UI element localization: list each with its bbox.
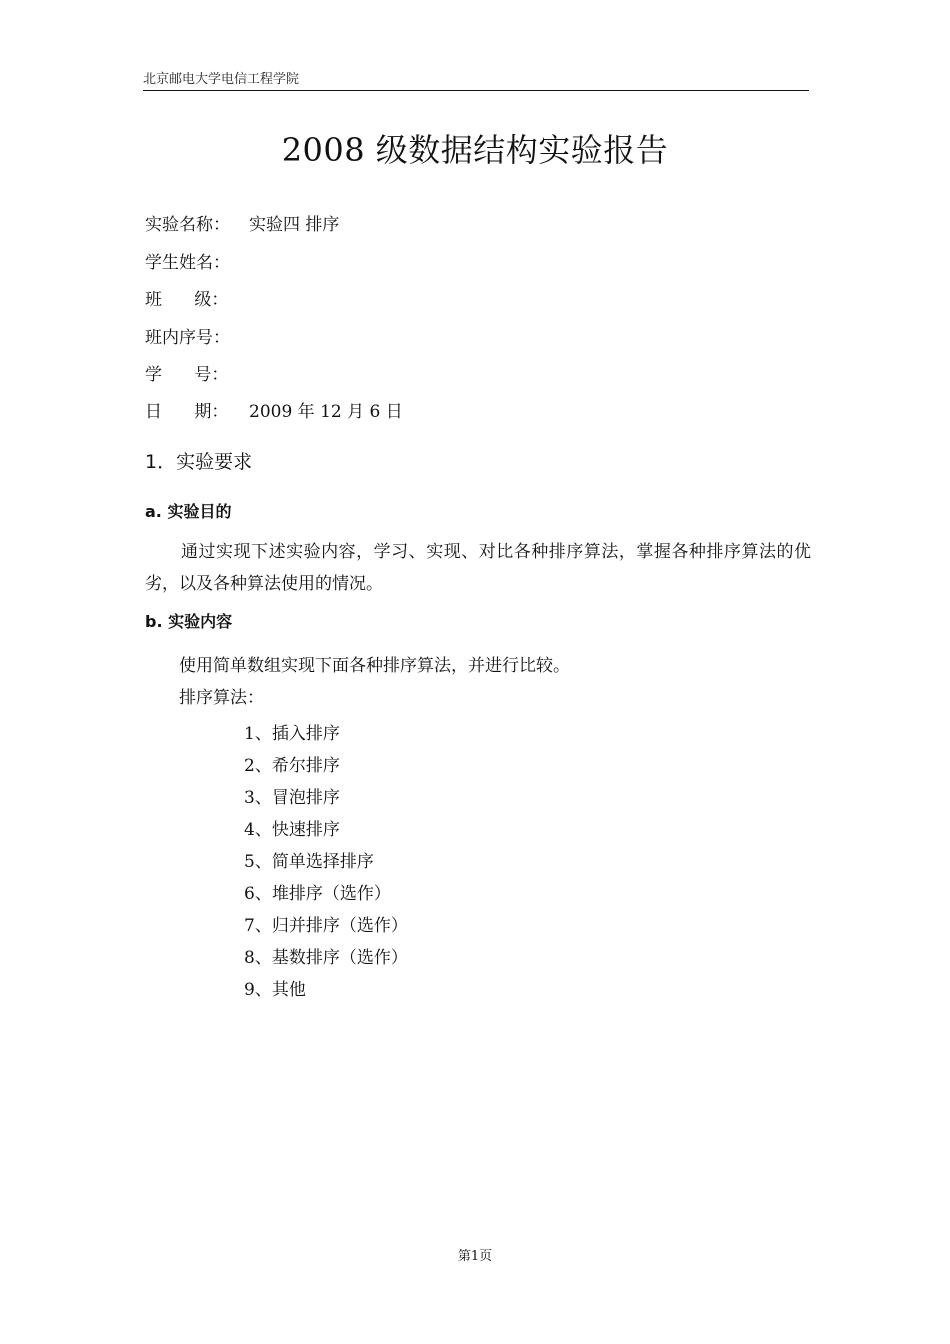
info-date (145, 400, 403, 424)
subsection-heading-content: b. 实验内容 (145, 612, 233, 631)
algorithm-list-label: 排序算法： (179, 688, 264, 708)
list-item: 6、堆排序（选作） (244, 884, 391, 904)
info-class (145, 288, 249, 312)
list-item: 7、归并排序（选作） (244, 916, 408, 936)
section-heading-requirements: 1．实验要求 (145, 451, 253, 473)
list-item: 2、希尔排序 (244, 756, 340, 776)
page-header (143, 70, 809, 91)
info-label: 实验名称： (145, 215, 230, 235)
info-label: 班内序号： (145, 328, 230, 348)
info-student-name (145, 251, 249, 275)
list-item: 5、简单选择排序 (244, 852, 374, 872)
document-title: 2008 级数据结构实验报告 (281, 131, 669, 169)
list-item: 3、冒泡排序 (244, 788, 340, 808)
info-value: 2009 年 12 月 6 日 (249, 402, 403, 422)
header-institution: 北京邮电大学电信工程学院 (143, 72, 300, 87)
info-label: 学生姓名： (145, 253, 230, 273)
info-label: 日 期： (145, 402, 229, 422)
info-label: 学 号： (145, 365, 229, 385)
page-number: 第1页 (457, 1249, 493, 1264)
info-label: 班 级： (145, 290, 229, 310)
info-value: 实验四 排序 (249, 215, 340, 235)
list-item: 9、其他 (244, 980, 306, 1000)
list-item: 1、插入排序 (244, 724, 340, 744)
subsection-heading-purpose: a. 实验目的 (145, 502, 232, 521)
info-class-number (145, 326, 249, 350)
list-item: 8、基数排序（选作） (244, 948, 408, 968)
info-student-id (145, 363, 249, 387)
purpose-paragraph: 通过实现下述实验内容，学习、实现、对比各种排序算法，掌握各种排序算法的优劣，以及各种算法使用的情况。 (145, 542, 811, 594)
algorithm-list (244, 718, 408, 1006)
list-item: 4、快速排序 (244, 820, 340, 840)
info-experiment-name (145, 213, 339, 237)
content-intro: 使用简单数组实现下面各种排序算法，并进行比较。 (179, 656, 570, 676)
